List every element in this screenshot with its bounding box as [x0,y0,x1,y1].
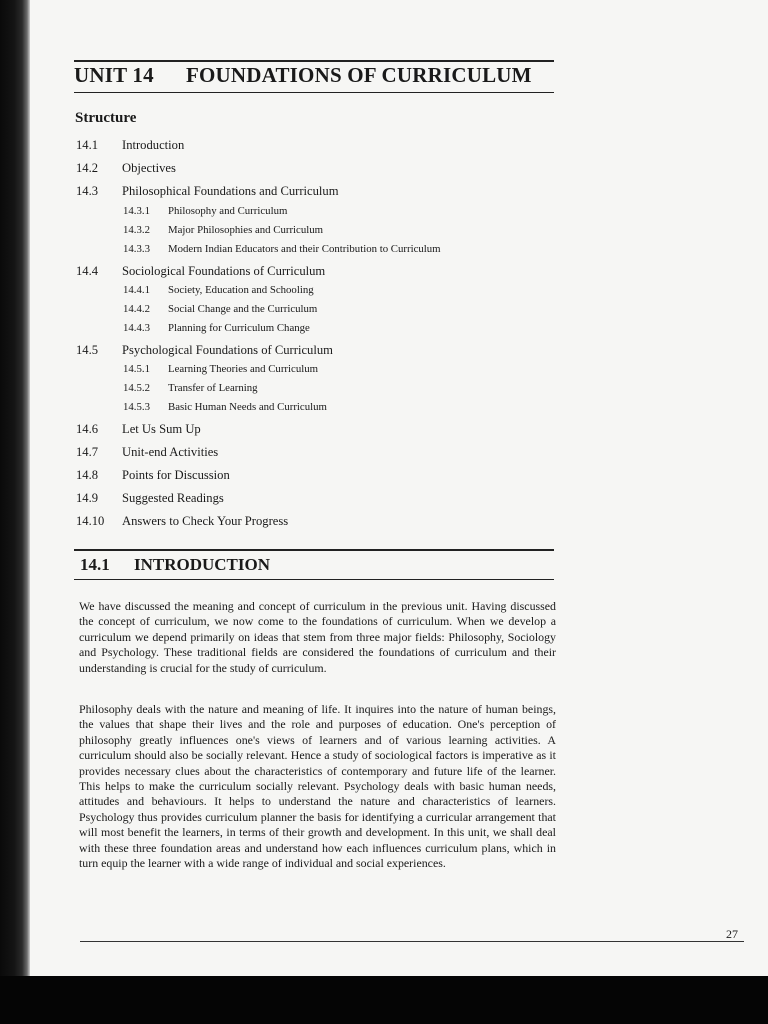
toc-item-number: 14.10 [76,514,105,528]
toc-item-title: Unit-end Activities [122,445,219,459]
toc-item-number: 14.4.1 [123,284,150,296]
toc-item-title: Basic Human Needs and Curriculum [168,401,327,413]
toc-item-number: 14.5 [76,343,99,357]
page-number: 27 [726,927,738,941]
toc-item-number: 14.3.2 [123,224,150,236]
footer-rule [80,941,744,942]
toc-item-number: 14.1 [76,138,99,152]
toc-item-number: 14.8 [76,468,99,482]
section-bottom-rule [74,579,554,580]
toc-item-number: 14.5.3 [123,401,150,413]
toc-item-title: Objectives [122,161,176,175]
toc-item-title: Philosophical Foundations and Curriculum [122,184,339,198]
toc-item-title: Transfer of Learning [168,382,258,394]
toc-item-title: Planning for Curriculum Change [168,322,310,334]
toc-item-number: 14.3.1 [123,205,150,217]
section-number: 14.1 [80,555,110,574]
toc-item-title: Philosophy and Curriculum [168,205,288,217]
toc-item-title: Introduction [122,138,185,152]
toc-item-number: 14.5.1 [123,363,150,375]
toc-item-title: Society, Education and Schooling [168,284,314,296]
toc-item-title: Suggested Readings [122,491,224,505]
toc-item-title: Modern Indian Educators and their Contribution to Curriculum [168,243,441,255]
intro-paragraph-1: We have discussed the meaning and concept of curriculum in the previous unit. Having discussed the concept of curriculum, we now come to the foundations of curriculum. When we develop a curriculum we depend primarily on ideas that stem from three major fields: Philosophy, Sociology and Psychology. These traditional fields are considered the foundations of curriculum and their understanding is crucial for the study of curriculum. [79,598,556,675]
toc-item-title: Sociological Foundations of Curriculum [122,264,326,278]
toc-item-title: Psychological Foundations of Curriculum [122,343,333,357]
toc-item-number: 14.4 [76,264,99,278]
toc-item-number: 14.9 [76,491,99,505]
toc-item-number: 14.4.3 [123,322,150,334]
toc-item-title: Points for Discussion [122,468,230,482]
toc-item-number: 14.5.2 [123,382,150,394]
toc-item-title: Major Philosophies and Curriculum [168,224,324,236]
unit-title [74,63,564,88]
toc-item-title: Social Change and the Curriculum [168,303,318,315]
unit-number: UNIT 14 [74,63,154,87]
toc-item-title: Let Us Sum Up [122,422,201,436]
toc-item-number: 14.3 [76,184,99,198]
scan-bottom-edge [0,976,768,1024]
toc-item-title: Learning Theories and Curriculum [168,363,319,375]
section-title: INTRODUCTION [134,555,271,574]
toc-item-number: 14.3.3 [123,243,150,255]
toc-item-number: 14.2 [76,161,99,175]
intro-paragraph-2: Philosophy deals with the nature and meaning of life. It inquires into the nature of human beings, the values that shape their lives and the role and purposes of education. One's perception of philosophy greatly influences one's views of learners and of various learning activities. A curriculum should also be socially relevant. Hence a study of sociological factors is imperative as it provides necessary clues about the characteristics of contemporary and future life of the learner. This helps to make the curriculum socially relevant. Psychology deals with basic human needs, attitudes and behaviours. It helps to understand the nature and characteristics of learners. Psychology thus provides curriculum planner the basis for identifying a curricular arrangement that will most benefit the learners, in terms of their growth and development. In this unit, we shall deal with these three foundation areas and understand how each influences curriculum plans, which in turn equip the learner with a wide range of individual and social experiences. [79,701,556,870]
unit-title-underline [74,92,554,93]
toc-item-number: 14.4.2 [123,303,150,315]
toc-item-number: 14.7 [76,445,99,459]
toc-item-title: Answers to Check Your Progress [122,514,289,528]
section-heading [80,555,270,575]
toc-item-number: 14.6 [76,422,99,436]
section-top-rule [74,549,554,551]
unit-name: FOUNDATIONS OF CURRICULUM [186,63,532,87]
top-rule [74,60,554,62]
structure-heading: Structure [75,110,137,126]
